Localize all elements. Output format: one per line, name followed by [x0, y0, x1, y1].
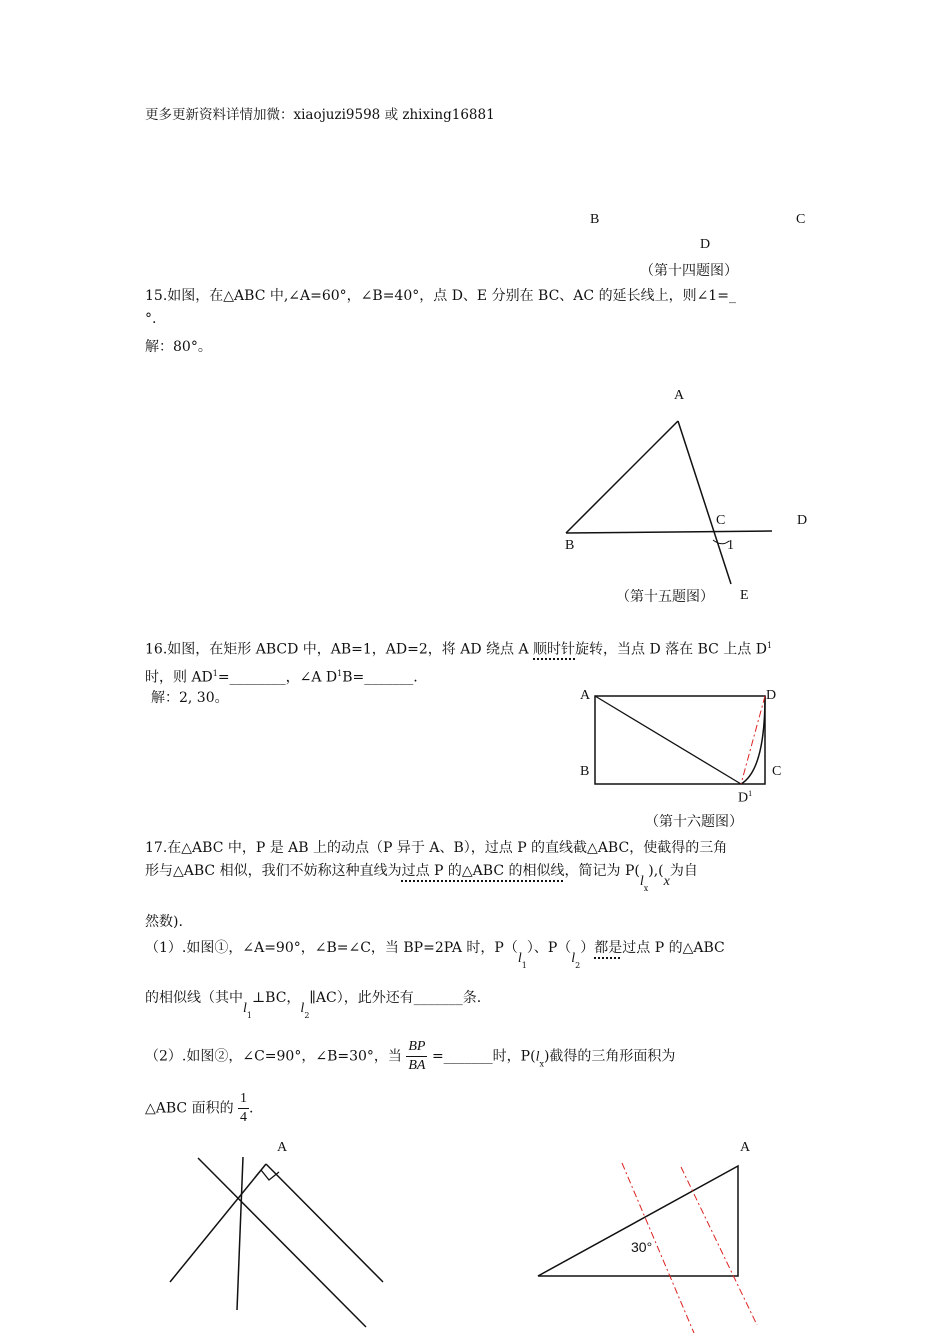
q16-text-line2: 时，则 $AD^1=\_\_\_\_\_\_\_\_$，∠A $D^1B=\_\_\_\_\_\_\_$. — [145, 669, 418, 686]
q17-fig1-line-c — [266, 1164, 383, 1282]
q15-caption: （第十五题图） — [616, 589, 714, 605]
q15-label-c: C — [716, 513, 726, 528]
q17-fig2-angle-label: 30° — [631, 1239, 653, 1255]
q16-label-d1: $D^1$ — [738, 789, 753, 806]
q15-label-b: B — [565, 538, 575, 553]
q17-fig2-dashdot-2 — [681, 1167, 757, 1325]
q17-text-line1: 17.在△ABC 中，P 是 AB 上的动点（P 异于 A、B），过点 P 的直线截△ABC，使截得的三角 — [145, 840, 728, 856]
q17-part2-line1: （2）.如图②，∠C=90°，∠B=30°，当 $\frac{BP}{BA}$ =_______时，$P(l_x)$截得的三角形面积为 — [145, 1039, 676, 1073]
q17-part2-line2: △ABC 面积的 $\frac{1}{4}$ . — [145, 1091, 254, 1125]
q15-angle-label: 1 — [727, 538, 734, 553]
q15-text-line2: °. — [145, 311, 157, 327]
q17-fig1-line-a — [198, 1158, 366, 1327]
header-note: 更多更新资料详情加微：xiaojuzi9598 或 zhixing16881 — [145, 107, 495, 123]
q17-fig2-triangle — [538, 1166, 738, 1276]
q15-label-a: A — [674, 388, 685, 403]
q16-rectangle — [595, 696, 765, 784]
q16-label-a: A — [580, 688, 591, 703]
q16-caption: （第十六题图） — [645, 814, 743, 830]
q16-text-line1: 16.如图，在矩形 ABCD 中，AB=1，AD=2，将 AD 绕点 A 顺时针旋转，当点 D 落在 BC 上点 $D^1$ — [145, 641, 773, 658]
q16-label-b: B — [580, 764, 590, 779]
q17-fig1-line-d — [237, 1157, 243, 1310]
q16-answer: 解：2, 30。 — [151, 690, 229, 706]
q17-part1-line1: （1）.如图①，∠A=90°，∠B=∠C，当 BP=2PA 时，$P(l_1)$、$P(l_2)$都是过点 P 的△ABC — [145, 940, 725, 970]
q15-side-bd — [566, 531, 772, 533]
q16-label-d: D — [766, 688, 777, 703]
q17-fraction-quarter: $\frac{1}{4}$ — [240, 1091, 248, 1125]
q15-label-e: E — [740, 588, 749, 603]
q15-answer: 解：80°。 — [145, 339, 212, 355]
fig14-label-d: D — [700, 237, 711, 252]
q15-side-ab — [566, 421, 678, 533]
q17-text-line2: 形与△ABC 相似，我们不妨称这种直线为过点 P 的△ABC 的相似线，简记为 $P(l_x),(x$为自 — [145, 863, 698, 893]
q16-label-c: C — [772, 764, 782, 779]
fig14-label-c: C — [796, 212, 806, 227]
q17-part1-line2: 的相似线（其中$l_1\perp BC$，$l_2\parallel AC$），此外还有_______条. — [145, 990, 482, 1020]
fig14-label-b: B — [590, 212, 600, 227]
q17-fraction-bp-ba: $\frac{BP}{BA}$ — [408, 1039, 426, 1073]
q16-diagonal-ad1 — [595, 696, 741, 784]
q17-fig1-label-a: A — [277, 1140, 288, 1155]
q15-label-d: D — [797, 513, 808, 528]
q17-fig2-label-a: A — [740, 1140, 751, 1155]
q17-text-line3: 然数). — [145, 914, 183, 930]
q17-fig1-line-b — [170, 1164, 266, 1282]
q15-text-line1: 15.如图，在△ABC 中,∠A=60°，∠B=40°，点 D、E 分别在 BC、AC 的延长线上，则∠1=_ — [145, 288, 736, 304]
q15-side-ae — [678, 421, 731, 584]
fig14-caption: （第十四题图） — [640, 263, 738, 279]
